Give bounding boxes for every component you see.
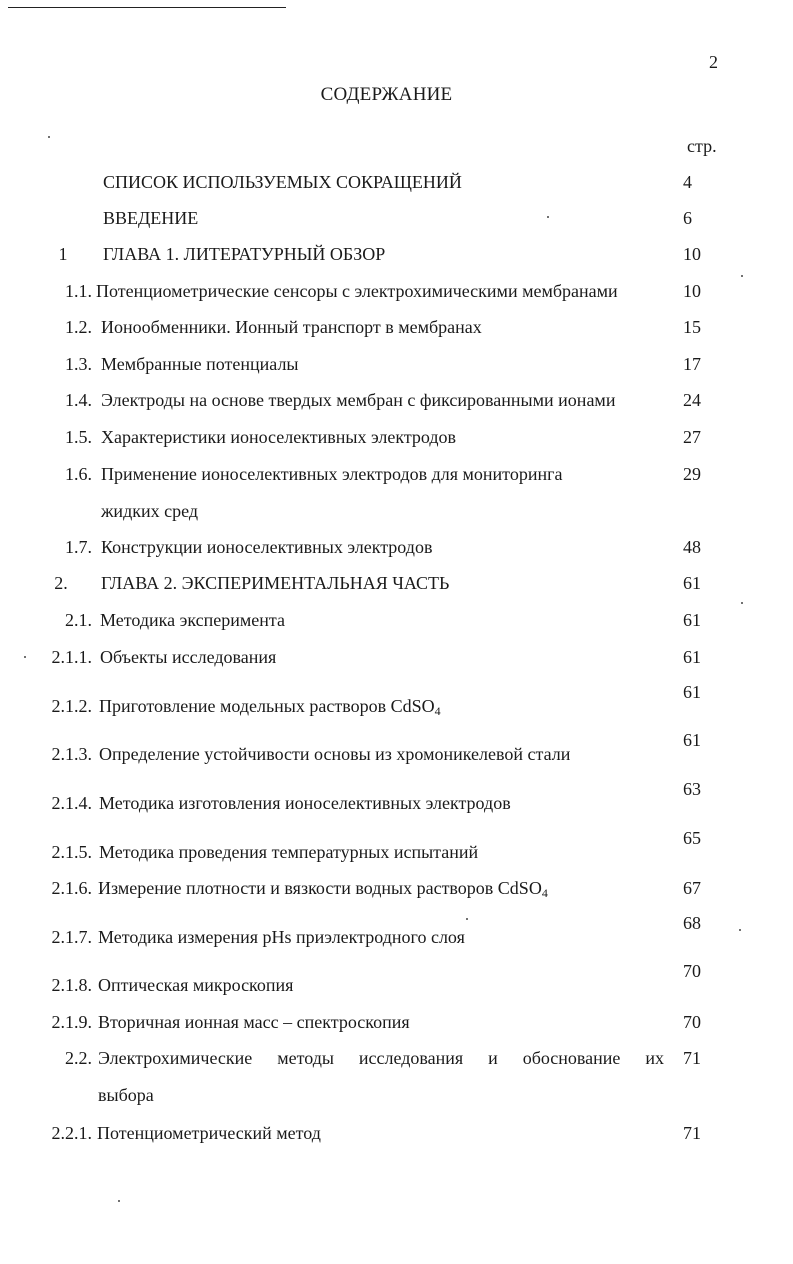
- toc-entry-number: 2.1.2.: [51, 696, 92, 716]
- toc-entry-page: 71: [683, 1123, 701, 1143]
- toc-entry-text: ГЛАВА 2. ЭКСПЕРИМЕНТАЛЬНАЯ ЧАСТЬ: [101, 573, 450, 593]
- toc-entry-page: 61: [683, 682, 701, 702]
- toc-entry-page: 27: [683, 427, 701, 447]
- scan-speck: [547, 216, 549, 218]
- toc-entry-text: Конструкции ионоселективных электродов: [101, 537, 433, 557]
- toc-entry-page: 29: [683, 464, 701, 484]
- toc-entry-page: 61: [683, 730, 701, 750]
- toc-entry-text: Методика изготовления ионоселективных электродов: [99, 793, 511, 813]
- top-rule: [8, 7, 286, 8]
- toc-entry-number: 1.4.: [65, 390, 92, 410]
- toc-entry-number: 2.1.1.: [51, 647, 92, 667]
- toc-entry-page: 63: [683, 779, 701, 799]
- toc-entry-text: Мембранные потенциалы: [101, 354, 299, 374]
- toc-entry-text: Применение ионоселективных электродов для мониторинга жидких сред: [101, 464, 563, 521]
- toc-entry-number: 2.1.9.: [51, 1012, 92, 1032]
- toc-entry-text: Методика измерения pHs приэлектродного слоя: [98, 927, 465, 947]
- toc-entry-number: 2.2.: [65, 1048, 92, 1068]
- toc-entry-page: 70: [683, 1012, 701, 1032]
- scan-speck: [118, 1200, 120, 1202]
- scan-speck: [739, 929, 741, 931]
- toc-entry-number: 2.1.: [65, 610, 92, 630]
- toc-entry-text: Методика эксперимента: [100, 610, 285, 630]
- toc-entry-page: 4: [683, 172, 692, 192]
- toc-entry-text: Характеристики ионоселективных электродов: [101, 427, 457, 447]
- toc-entry-text-subscript: 4: [541, 886, 548, 900]
- toc-entry-text: Объекты исследования: [100, 647, 277, 667]
- toc-entry-page: 48: [683, 537, 701, 557]
- toc-entry-text-main: Приготовление модельных растворов CdSO: [99, 696, 435, 716]
- toc-entry-text: Потенциометрический метод: [97, 1123, 321, 1143]
- toc-entry-page: 17: [683, 354, 701, 374]
- toc-entry-number: 1.3.: [65, 354, 92, 374]
- toc-entry-number: 2.1.7.: [51, 927, 92, 947]
- toc-entry-number: 2.1.8.: [51, 975, 92, 995]
- scan-speck: [466, 918, 468, 920]
- toc-entry-page: 65: [683, 828, 701, 848]
- toc-entry-text: Оптическая микроскопия: [98, 975, 294, 995]
- toc-entry-page: 68: [683, 913, 701, 933]
- toc-entry-number: 1.5.: [65, 427, 92, 447]
- toc-entry-number: 2.1.5.: [51, 842, 92, 862]
- scan-speck: [741, 602, 743, 604]
- toc-entry-text-line1: Электрохимические методы исследования и обоснование их: [98, 1048, 664, 1068]
- toc-entry-text: [98, 877, 548, 899]
- toc-entry-text: [98, 1040, 664, 1114]
- toc-entry-page: 61: [683, 610, 701, 630]
- toc-entry-text: Вторичная ионная масс – спектроскопия: [98, 1012, 410, 1032]
- toc-entry-number: 1.2.: [65, 317, 92, 337]
- toc-entry-number: 2.1.4.: [51, 793, 92, 813]
- toc-entry-page: 24: [683, 390, 701, 410]
- toc-entry-page: 15: [683, 317, 701, 337]
- toc-entry-number: 1: [58, 244, 68, 264]
- scan-speck: [741, 275, 743, 277]
- toc-entry-number: 2.1.6.: [51, 878, 92, 898]
- page-number: 2: [709, 52, 718, 72]
- toc-entry-text: СПИСОК ИСПОЛЬЗУЕМЫХ СОКРАЩЕНИЙ: [103, 172, 462, 192]
- toc-entry-text-subscript: 4: [434, 704, 441, 718]
- toc-entry-text: Электроды на основе твердых мембран с фиксированными ионами: [101, 390, 616, 410]
- toc-entry-text: [99, 695, 441, 717]
- toc-entry-number: 2.: [54, 573, 68, 593]
- toc-entry-number: 2.1.3.: [51, 744, 92, 764]
- toc-entry-text: Потенциометрические сенсоры с электрохимическими мембранами: [96, 281, 618, 301]
- toc-entry-number: 1.7.: [65, 537, 92, 557]
- toc-entry-page: 67: [683, 878, 701, 898]
- page-title: СОДЕРЖАНИЕ: [320, 84, 453, 105]
- toc-entry-text: Ионообменники. Ионный транспорт в мембранах: [101, 317, 482, 337]
- toc-entry-page: 61: [683, 647, 701, 667]
- toc-entry-page: 10: [683, 281, 701, 301]
- scan-speck: [48, 136, 50, 138]
- toc-entry-text-main: Измерение плотности и вязкости водных растворов CdSO: [98, 878, 542, 898]
- toc-entry-text: ВВЕДЕНИЕ: [103, 208, 199, 228]
- toc-entry-page: 6: [683, 208, 692, 228]
- toc-entry-text: ГЛАВА 1. ЛИТЕРАТУРНЫЙ ОБЗОР: [103, 244, 386, 264]
- toc-entry-text: Методика проведения температурных испытаний: [99, 842, 479, 862]
- page-column-label: стр.: [687, 136, 717, 156]
- toc-entry-page: 71: [683, 1048, 701, 1068]
- toc-entry-number: 1.1.: [65, 281, 92, 301]
- toc-entry-text: Определение устойчивости основы из хромоникелевой стали: [99, 744, 571, 764]
- toc-entry-number: 2.2.1.: [51, 1123, 92, 1143]
- toc-entry-page: 10: [683, 244, 701, 264]
- toc-entry-number: 1.6.: [65, 464, 92, 484]
- toc-entry-page: 70: [683, 961, 701, 981]
- toc-entry-text-line2: выбора: [98, 1085, 154, 1105]
- toc-entry-page: 61: [683, 573, 701, 593]
